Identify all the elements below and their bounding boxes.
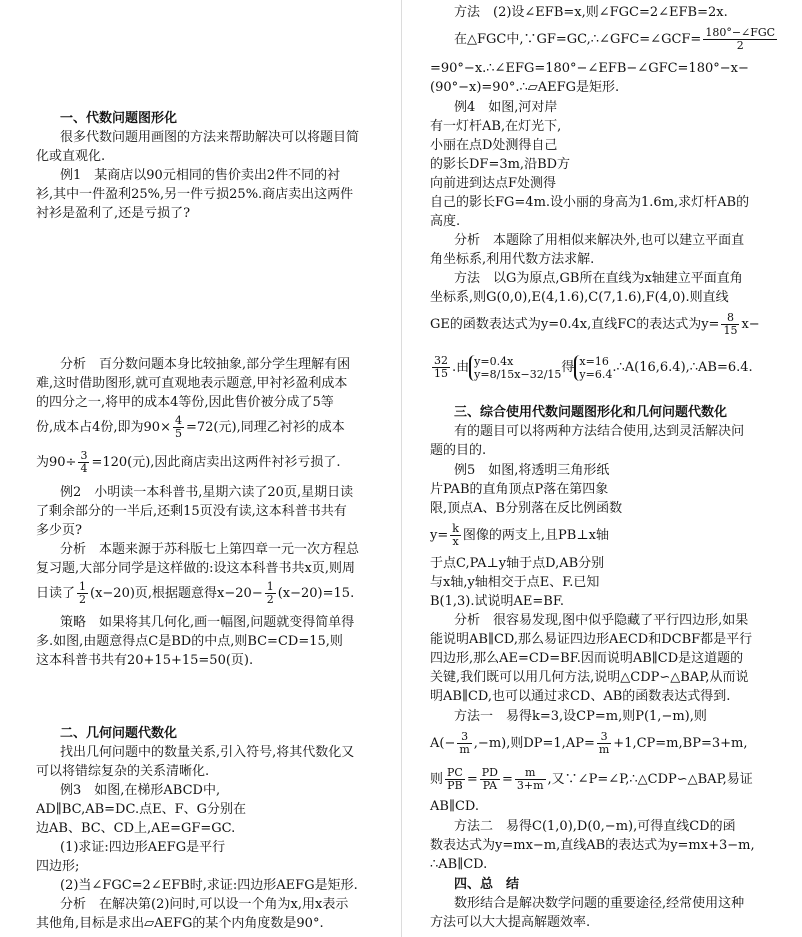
s4-para-line: 数形结合是解决数学问题的重要途径,经常使用这种 bbox=[454, 896, 745, 911]
example-2-line: 例2 小明读一本科普书,星期六读了20页,星期日读 bbox=[60, 485, 354, 500]
strategy-2-line: 多.如图,由题意得点C是BD的中点,则BC=CD=15,则 bbox=[36, 634, 343, 649]
example-5-line: 与x轴,y轴相交于点E、F.已知 bbox=[430, 575, 600, 590]
example-3-line: (2)当∠FGC=2∠EFB时,求证:四边形AEFG是矩形. bbox=[60, 878, 358, 893]
fraction: $\frac{1}{2}$ bbox=[79, 580, 87, 606]
example-3-line: 四边形; bbox=[36, 859, 80, 874]
s2-para-line: 可以将错综复杂的关系清晰化. bbox=[36, 764, 210, 779]
fraction: $\frac{3}{4}$ bbox=[80, 449, 88, 475]
column-divider bbox=[401, 0, 402, 937]
analysis-3-line: 分析 在解决第(2)问时,可以设一个角为x,用x表示 bbox=[60, 897, 349, 912]
section-1-title: 一、代数问题图形化 bbox=[60, 111, 178, 126]
s1-para-line: 化或直观化. bbox=[36, 149, 106, 164]
fraction: $\frac{3}{m}$ bbox=[459, 730, 470, 756]
method-1-line: 则 $\frac{PC}{PB}$ = $\frac{PD}{PA}$ = $\frac{m}{3+m}$ ,又∵∠P=∠P,∴△CDP∽△BAP,易证 bbox=[430, 766, 753, 792]
method-4-line: GE的函数表达式为y=0.4x,直线FC的表达式为y= $\frac{8}{15}$ x− bbox=[430, 311, 760, 337]
analysis-1-line: 难,这时借助图形,就可直观地表示题意,甲衬衫盈利成本 bbox=[36, 376, 348, 391]
method-line: 方法 (2)设∠EFB=x,则∠FGC=2∠EFB=2x. bbox=[454, 5, 728, 20]
analysis-5-line: 分析 很容易发现,图中似乎隐藏了平行四边形,如果 bbox=[454, 613, 749, 628]
analysis-2-line: 复习题,大部分同学是这样做的:设这本科普书共x页,则周 bbox=[36, 561, 355, 576]
example-1-figure-area bbox=[36, 226, 386, 352]
example-2-line: 多少页? bbox=[36, 523, 82, 538]
fraction: $\frac{m}{3+m}$ bbox=[516, 766, 544, 792]
analysis-1-line: 为90÷ $\frac{3}{4}$ =120(元),因此商店卖出这两件衬衫亏损了. bbox=[36, 449, 341, 475]
method-1-line: AB∥CD. bbox=[430, 799, 479, 814]
method-4-line: $\frac{32}{15}$ .由 y=0.4x y=8/15x−32/15 得 x=16 y=6.4 .∴A(16,6.4),∴AB=6.4. bbox=[434, 354, 753, 381]
analysis-1-line: 的四分之一,将甲的成本4等份,因此售价被分成了5等 bbox=[36, 395, 334, 410]
strategy-2-line: 策略 如果将其几何化,画一幅图,问题就变得简单得 bbox=[60, 615, 355, 630]
method-line: =90°−x.∴∠EFG=180°−∠EFB−∠GFC=180°−x− bbox=[430, 61, 749, 76]
example-1-line: 衬衫是盈利了,还是亏损了? bbox=[36, 206, 191, 221]
method-2-line: 数表达式为y=mx−m,直线AB的表达式为y=mx+3−m, bbox=[430, 838, 755, 853]
fraction: $\frac{PC}{PB}$ bbox=[447, 766, 463, 792]
example-2-line: 了剩余部分的一半后,还剩15页没有读,这本科普书共有 bbox=[36, 504, 347, 519]
fraction: $\frac{8}{15}$ bbox=[723, 311, 738, 337]
equation-system: x=16 y=6.4 bbox=[574, 355, 612, 381]
analysis-3-line: 其他角,目标是求出▱AEFG的某个内角度数是90°. bbox=[36, 916, 324, 931]
analysis-2-line: 日读了 $\frac{1}{2}$ (x−20)页,根据题意得x−20− $\frac{1}{2}$ (x−20)=15. bbox=[36, 580, 355, 606]
method-4-line: 方法 以G为原点,GB所在直线为x轴建立平面直角 bbox=[454, 271, 743, 286]
analysis-5-line: 四边形,那么AE=CD=BF.因而说明AB∥CD是这道题的 bbox=[430, 651, 744, 666]
fraction: $\frac{3}{m}$ bbox=[598, 730, 610, 756]
example-5-line: B(1,3).试说明AE=BF. bbox=[430, 594, 564, 609]
method-1-line: 方法一 易得k=3,设CP=m,则P(1,−m),则 bbox=[454, 709, 707, 724]
analysis-4-line: 角坐标系,利用代数方法求解. bbox=[430, 252, 595, 267]
analysis-1-line: 分析 百分数问题本身比较抽象,部分学生理解有困 bbox=[60, 357, 351, 372]
fraction: $\frac{k}{x}$ bbox=[452, 522, 459, 548]
example-5-line: y= $\frac{k}{x}$ 图像的两支上,且PB⊥x轴 bbox=[430, 522, 609, 548]
method-line: 在△FGC中,∵GF=GC,∴∠GFC=∠GCF= $\frac{\text{180°−∠FGC}}{2}$ bbox=[454, 26, 776, 52]
s3-para-line: 有的题目可以将两种方法结合使用,达到灵活解决问 bbox=[454, 424, 745, 439]
method-2-line: ∴AB∥CD. bbox=[430, 857, 488, 872]
analysis-1-line: 份,成本占4份,即为90× $\frac{4}{5}$ =72(元),同理乙衬衫的成本 bbox=[36, 414, 345, 440]
analysis-2-line: 分析 本题来源于苏科版七上第四章一元一次方程总 bbox=[60, 542, 360, 557]
method-4-line: 坐标系,则G(0,0),E(4,1.6),C(7,1.6),F(4,0).则直线 bbox=[430, 290, 729, 305]
example-5-figure-area bbox=[640, 462, 780, 610]
method-line: (90°−x)=90°.∴▱AEFG是矩形. bbox=[430, 80, 620, 95]
method-1-line: A(− $\frac{3}{m}$ ,−m),则DP=1,AP= $\frac{3}{m}$ +1,CP=m,BP=3+m, bbox=[430, 730, 748, 756]
section-3-title: 三、综合使用代数问题图形化和几何问题代数化 bbox=[454, 405, 728, 420]
example-2-figure-area bbox=[36, 672, 386, 722]
example-1-line: 衫,其中一件盈利25%,另一件亏损25%.商店卖出这两件 bbox=[36, 187, 354, 202]
example-1-line: 例1 某商店以90元相同的售价卖出2件不同的衬 bbox=[60, 168, 341, 183]
method-2-line: 方法二 易得C(1,0),D(0,−m),可得直线CD的函 bbox=[454, 819, 736, 834]
example-4-line: 向前进到达点F处测得 bbox=[430, 176, 557, 191]
equation-system: y=0.4x y=8/15x−32/15 bbox=[469, 355, 561, 381]
analysis-5-line: 关键,我们既可以用几何方法,说明△CDP∽△BAP,从而说 bbox=[430, 670, 749, 685]
fraction: $\frac{32}{15}$ bbox=[434, 354, 448, 380]
example-5-line: 限,顶点A、B分别落在反比例函数 bbox=[430, 501, 623, 516]
example-5-line: 例5 如图,将透明三角形纸 bbox=[454, 463, 610, 478]
s1-para-line: 很多代数问题用画图的方法来帮助解决可以将题目简 bbox=[60, 130, 360, 145]
example-4-line: 的影长DF=3m,沿BD方 bbox=[430, 157, 571, 172]
fraction: $\frac{1}{2}$ bbox=[266, 580, 274, 606]
example-5-line: 片PAB的直角顶点P落在第四象 bbox=[430, 482, 609, 497]
s3-para-line: 题的目的. bbox=[430, 443, 487, 458]
example-4-line: 例4 如图,河对岸 bbox=[454, 100, 558, 115]
fraction: $\frac{4}{5}$ bbox=[174, 414, 182, 440]
example-5-line: 于点C,PA⊥y轴于点D,AB分别 bbox=[430, 556, 605, 571]
example-3-line: AD∥BC,AB=DC.点E、F、G分别在 bbox=[36, 802, 246, 817]
example-4-line: 高度. bbox=[430, 214, 461, 229]
example-4-line: 小丽在点D处测得自己 bbox=[430, 138, 558, 153]
example-3-line: 边AB、BC、CD上,AE=GF=GC. bbox=[36, 821, 236, 836]
fraction: $\frac{\text{180°−∠FGC}}{2}$ bbox=[705, 26, 776, 52]
analysis-4-line: 分析 本题除了用相似来解决外,也可以建立平面直 bbox=[454, 233, 745, 248]
s2-para-line: 找出几何问题中的数量关系,引入符号,将其代数化又 bbox=[60, 745, 355, 760]
strategy-2-line: 这本科普书共有20+15+15=50(页). bbox=[36, 653, 254, 668]
analysis-5-line: 明AB∥CD,也可以通过求CD、AB的函数表达式得到. bbox=[430, 689, 731, 704]
example-3-line: (1)求证:四边形AEFG是平行 bbox=[60, 840, 226, 855]
example-4-figure-area bbox=[590, 100, 780, 194]
example-4-line: 自己的影长FG=4m.设小丽的身高为1.6m,求灯杆AB的 bbox=[430, 195, 750, 210]
example-3-line: 例3 如图,在梯形ABCD中, bbox=[60, 783, 221, 798]
s4-para-line: 方法可以大大提高解题效率. bbox=[430, 915, 591, 930]
analysis-5-line: 能说明AB∥CD,那么易证四边形AECD和DCBF都是平行 bbox=[430, 632, 753, 647]
example-4-line: 有一灯杆AB,在灯光下, bbox=[430, 119, 562, 134]
section-2-title: 二、几何问题代数化 bbox=[60, 726, 178, 741]
fraction: $\frac{PD}{PA}$ bbox=[481, 766, 498, 792]
section-4-title: 四、总 结 bbox=[454, 877, 520, 892]
